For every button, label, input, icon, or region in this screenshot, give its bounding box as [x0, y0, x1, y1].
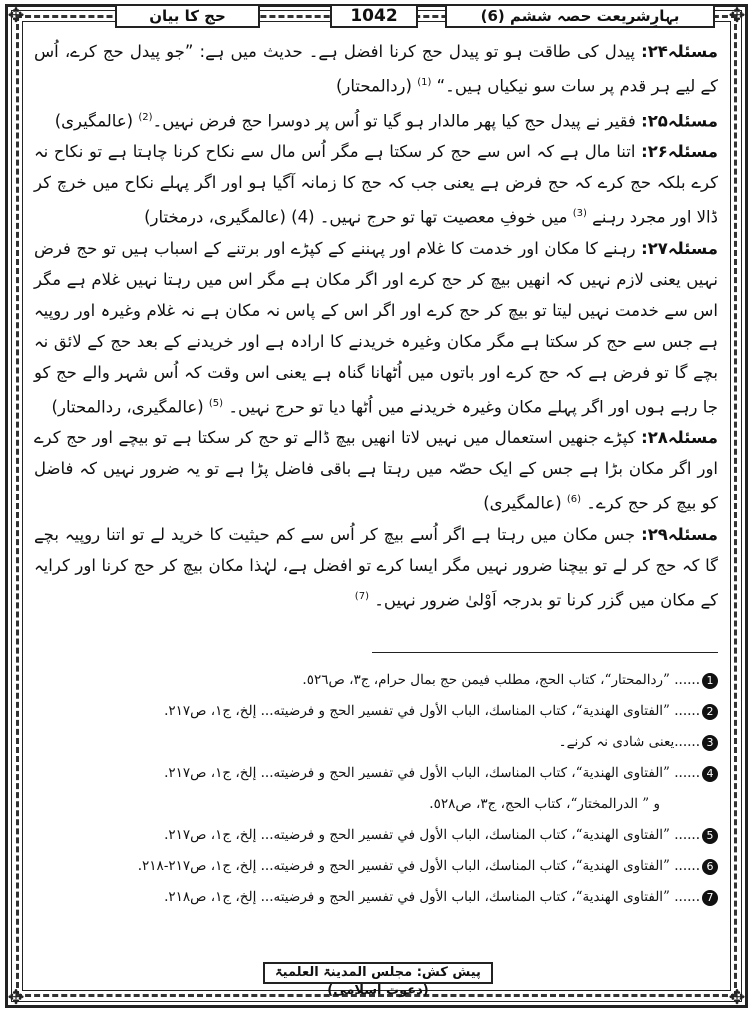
masala-26: مسئلہ۲۶: اتنا مال ہے کہ اس سے حج کر سکتا ہے مگر اُس مال سے نکاح کرنا چاہتا ہے تو نکاح نہ کرے بلکہ حج کرے کہ حج فرض ہے یعنی جب کہ حج کا زمانہ آگیا ہو اور اگر پہلے نکاح میں خرچ کر ڈالا اور مجرد رہنے $^{(3)}$ میں خوفِ معصیت تھا تو حرج نہیں۔ (4) (عالمگیری، درمختار) [34, 142, 719, 227]
page-header [0, 4, 753, 30]
masala-label: مسئلہ۲۵: [641, 111, 718, 130]
page-number: 1042 [330, 4, 418, 28]
footnote-number-badge: 7 [702, 890, 718, 906]
footnote-ref: (6) [566, 494, 582, 505]
masala-label: مسئلہ۲۸: [641, 428, 719, 447]
footnote-item: 5...... ”الفتاوی الھندیة“، کتاب المناسك، الباب الأول في تفسير الحج و فرضيته... إلخ، ج١، ص٢١٧. [34, 820, 718, 851]
footnote-number-badge: 6 [702, 859, 718, 875]
footnote-ref: (3) [572, 208, 587, 219]
footnotes [34, 665, 718, 913]
masala-29: مسئلہ۲۹: جس مکان میں رہتا ہے اگر اُسے بیچ کر اُس سے کم حیثیت کا خرید لے تو اتنا روپیہ بچے گا کہ حج کر لے تو بیچنا ضرور نہیں مگر ایسا کرے تو افضل ہے، لہٰذا مکان بیچ کر حج کرنا اور کرایہ کے مکان میں گزر کرنا تو بدرجہ اَوْلیٰ ضرور نہیں۔ $^{(7)}$ [34, 524, 718, 609]
footnote-item: 7...... ”الفتاوی الھندیة“، کتاب المناسك، الباب الأول في تفسير الحج و فرضيته... إلخ، ج١، ص٢١٨. [34, 882, 718, 913]
masala-27: مسئلہ۲۷: رہنے کا مکان اور خدمت کا غلام اور پہننے کے کپڑے اور برتنے کے اسباب ہیں تو حج فرض نہیں یعنی لازم نہیں کہ انھیں بیچ کر حج کرے اور اگر مکان ہے مگر اس میں رہتا نہیں غلام ہے مگر اس سے خدمت نہیں لیتا تو بیچ کر حج کرے اور اگر اس کے پاس نہ مکان ہے نہ غلام وغیرہ اور روپیہ ہے جس سے حج کر سکتا ہے مگر مکان وغیرہ خریدنے کا ارادہ ہے اور خریدنے کے بعد حج کے لائق نہ بچے گا تو فرض ہے کہ حج کرے اور باتوں میں اُٹھانا گناہ ہے یعنی اس وقت کہ اُس شہر والے حج کو جا رہے ہوں اور اگر پہلے مکان وغیرہ خریدنے میں اُٹھا دیا تو حرج نہیں۔ $^{(5)}$ (عالمگیری، ردالمحتار) [34, 238, 718, 416]
masala-24: مسئلہ۲۴: پیدل کی طاقت ہو تو پیدل حج کرنا افضل ہے۔ حدیث میں ہے: ”جو پیدل حج کرے، اُس کے لیے ہر قدم پر سات سو نیکیاں ہیں۔“ $^{(1)}$ (ردالمحتار) [34, 42, 718, 96]
chapter-title: حج کا بیان [115, 4, 260, 28]
footnote-number-badge: 3 [702, 735, 718, 751]
publisher-credit: پیش کش: مجلس المدینۃ العلمیۃ (دعوت اسلامی) [263, 962, 493, 984]
masala-label: مسئلہ۲۶: [641, 142, 719, 161]
footnote-item: 3......یعنی شادی نہ کرنے۔ [34, 727, 718, 758]
footnote-item: 1...... ”ردالمحتار“، کتاب الحج، مطلب فیمن حج بمال حرام، ج٣، ص٥٢٦. [34, 665, 718, 696]
corner-ornament-icon: ✥ [728, 3, 746, 27]
book-title: بہارِشریعت حصہ ششم (6) [445, 4, 715, 28]
corner-ornament-icon: ✥ [7, 985, 25, 1009]
masala-28: مسئلہ۲۸: کپڑے جنھیں استعمال میں نہیں لاتا انھیں بیچ ڈالے تو حج کر سکتا ہے تو بیچے اور حج کرے اور اگر مکان بڑا ہے جس کے ایک حصّہ میں رہتا ہے باقی فاضل پڑا ہے تو یہ ضرور نہیں کہ فاضل کو بیچ کر حج کرے۔ $^{(6)}$ (عالمگیری) [34, 428, 719, 513]
footnote-number-badge: 2 [702, 704, 718, 720]
main-text [34, 36, 718, 615]
page-footer [0, 962, 753, 998]
footnote-ref: (7) [354, 590, 369, 602]
footnote-item: 4...... ”الفتاوی الھندیة“، کتاب المناسك، الباب الأول في تفسير الحج و فرضيته... إلخ، ج١، ص٢١٧. [34, 758, 718, 789]
masala-label: مسئلہ۲۷: [641, 238, 718, 258]
masala-label: مسئلہ۲۴: [641, 42, 718, 61]
footnote-ref: (5) [208, 397, 224, 409]
masala-25: مسئلہ۲۵: فقیر نے پیدل حج کیا پھر مالدار ہو گیا تو اُس پر دوسرا حج فرض نہیں۔$^{(2)}$ (عالمگیری) [54, 111, 718, 130]
footnote-ref: (1) [417, 77, 432, 88]
corner-ornament-icon: ✥ [728, 985, 746, 1009]
footnote-ref: (2) [138, 111, 153, 123]
footnote-number-badge: 1 [702, 673, 718, 689]
footnote-number-badge: 5 [702, 828, 718, 844]
footnote-number-badge: 4 [702, 766, 718, 782]
footnote-continuation: و ” الدرالمختار“، کتاب الحج، ج٣، ص٥٢٨. [429, 796, 660, 812]
footnote-item: 2...... ”الفتاوی الھندیة“، کتاب المناسك، الباب الأول في تفسير الحج و فرضيته... إلخ، ج١، ص٢١٧. [34, 696, 718, 727]
footnote-item: 6...... ”الفتاوی الھندیة“، کتاب المناسك، الباب الأول في تفسير الحج و فرضيته... إلخ، ج١، ص٢١٧-٢١٨. [34, 851, 718, 882]
corner-ornament-icon: ✥ [7, 3, 25, 27]
footnote-divider [372, 652, 718, 653]
masala-label: مسئلہ۲۹: [641, 524, 718, 544]
